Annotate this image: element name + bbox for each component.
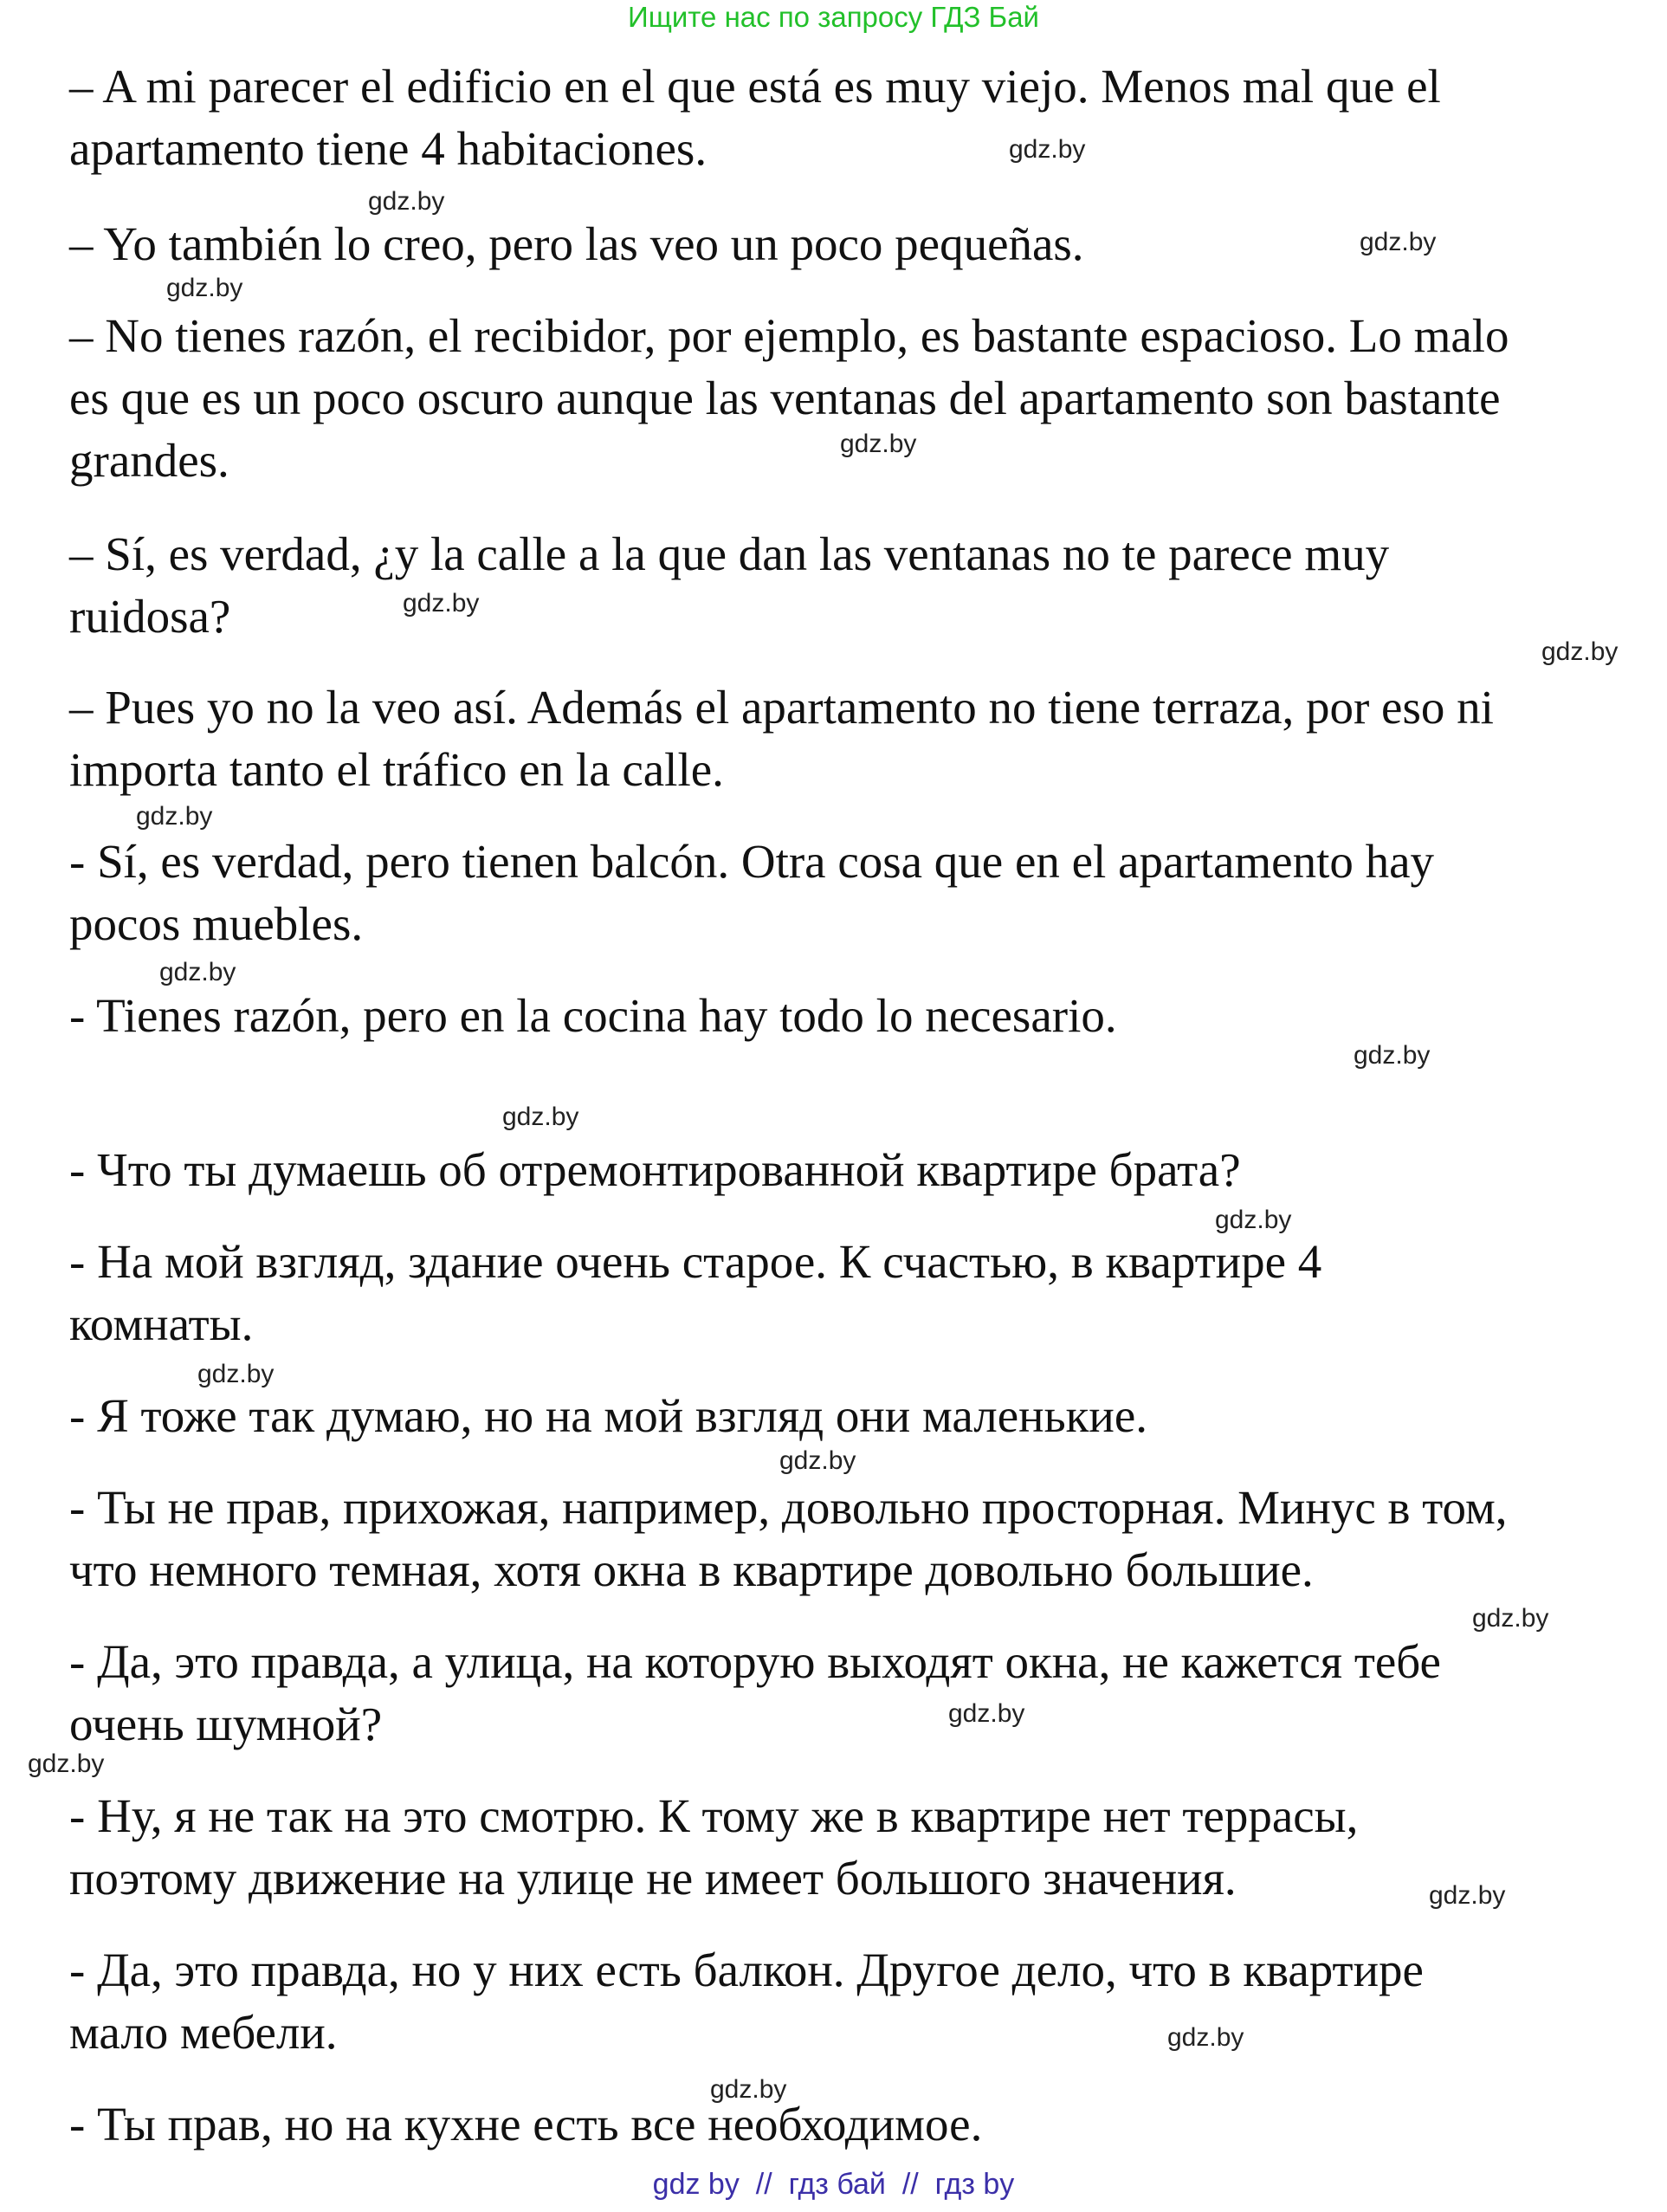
watermark: gdz.by [368,187,445,216]
dialogue-line: - Ты прав, но на кухне есть все необходимое. [69,2098,983,2151]
dialogue-line: - Я тоже так думаю, но на мой взгляд они маленькие. [69,1389,1147,1442]
dialogue-line: – Yo también lo creo, pero las veo un poco pequeñas. [69,217,1084,270]
watermark: gdz.by [159,958,236,986]
footer-separator: // [755,2168,772,2201]
watermark: gdz.by [1541,637,1619,666]
watermark: gdz.by [502,1103,579,1131]
footer-separator: // [901,2168,919,2201]
dialogue-line: - Да, это правда, а улица, на которую выходят окна, не кажется тебе очень шумной? [69,1635,1441,1750]
watermark: gdz.by [197,1360,275,1388]
header-search-hint-link[interactable]: Ищите нас по запросу ГДЗ Бай [628,1,1039,33]
dialogue-line: - Tienes razón, pero en la cocina hay todo lo necesario. [69,989,1117,1042]
watermark: gdz.by [403,589,480,618]
watermark: gdz.by [28,1750,105,1778]
dialogue-line: - Sí, es verdad, pero tienen balcón. Otra cosa que en el apartamento hay pocos muebles. [69,835,1435,950]
watermark: gdz.by [710,2075,787,2104]
watermark: gdz.by [779,1446,856,1475]
watermark: gdz.by [1354,1041,1431,1070]
dialogue-line: – Sí, es verdad, ¿y la calle a la que dan las ventanas no te parece muy ruidosa? [69,527,1390,643]
watermark: gdz.by [1472,1604,1549,1633]
dialogue-line: – No tienes razón, el recibidor, por ejemplo, es bastante espacioso. Lo malo es que es un poco oscuro aunque las ventanas del apartamento son bastante grandes. [69,309,1509,487]
dialogue-line: - Ты не прав, прихожая, например, довольно просторная. Минус в том, что немного темная, хотя окна в квартире довольно большие. [69,1481,1508,1596]
dialogue-line: – Pues yo no la veo así. Además el apartamento no tiene terraza, por eso ni importa tanto el tráfico en la calle. [69,681,1494,796]
dialogue-line: - Что ты думаешь об отремонтированной квартире брата? [69,1143,1241,1196]
watermark: gdz.by [136,802,213,831]
dialogue-line: - Ну, я не так на это смотрю. К тому же в квартире нет террасы, поэтому движение на улице не имеет большого значения. [69,1789,1359,1905]
watermark: gdz.by [948,1699,1025,1728]
footer-link-gdz-bai[interactable]: гдз бай [788,2168,886,2201]
dialogue-line: - На мой взгляд, здание очень старое. К счастью, в квартире 4 комнаты. [69,1235,1322,1350]
footer-link-gdz-by-cyr[interactable]: гдз by [934,2168,1015,2201]
dialogue-line: - Да, это правда, но у них есть балкон. Другое дело, что в квартире мало мебели. [69,1944,1424,2059]
watermark: gdz.by [1167,2023,1244,2052]
watermark: gdz.by [1360,228,1437,256]
footer-link-gdz-by[interactable]: gdz by [652,2168,740,2201]
watermark: gdz.by [1429,1881,1506,1910]
watermark: gdz.by [166,274,243,302]
footer-links [0,2165,1667,2203]
watermark: gdz.by [1009,135,1086,164]
dialogue-line: – A mi parecer el edificio en el que está es muy viejo. Menos mal que el apartamento tiene 4 habitaciones. [69,60,1441,175]
watermark: gdz.by [840,430,917,458]
watermark: gdz.by [1215,1206,1292,1234]
